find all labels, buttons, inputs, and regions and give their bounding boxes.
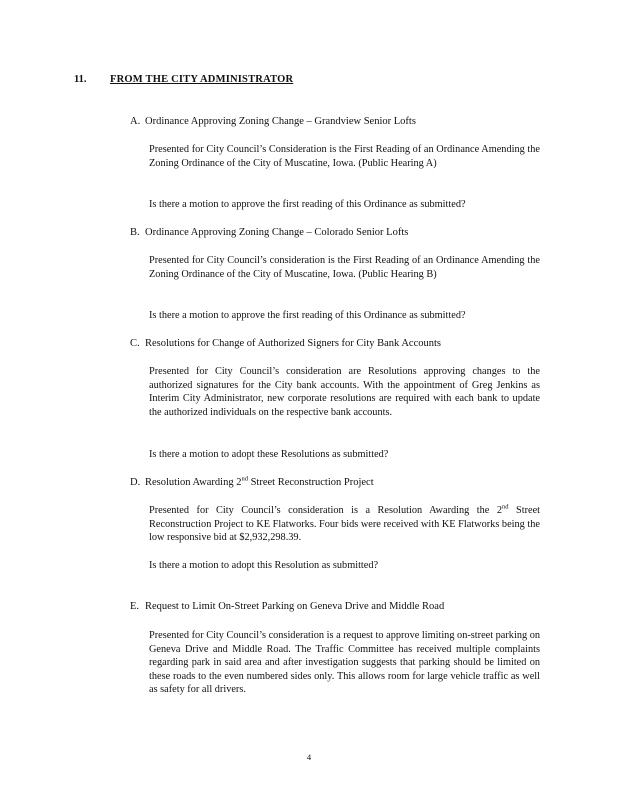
item-c-heading [130,338,550,349]
item-e-title: Request to Limit On-Street Parking on Geneva Drive and Middle Road [145,601,445,612]
item-b-title: Ordinance Approving Zoning Change – Colorado Senior Lofts [145,227,409,238]
item-d-letter: D. [130,477,141,488]
item-d-heading [130,477,550,488]
item-b-heading [130,227,550,238]
item-c-description: Presented for City Council’s consideration are Resolutions approving changes to the authorized signatures for the City bank accounts. With the appointment of Greg Jenkins as Interim City Administrator, new corporate resolutions are required with each bank to update the authorized individuals on the respective bank accounts. [149,366,540,418]
item-e-description: Presented for City Council’s consideration is a request to approve limiting on-street parking on Geneva Drive and Middle Road. The Traffic Committee has received multiple complaints regarding park in said area and after investigation suggests that parking should be limited on these roads to the even numbered sides only. This allows room for large vehicle traffic as well as safety for all drivers. [149,630,540,696]
section-title: FROM THE CITY ADMINISTRATOR [110,74,294,85]
item-d-question: Is there a motion to adopt this Resolution as submitted? [149,560,379,571]
page-number: 4 [306,752,312,762]
item-a-letter: A. [130,116,141,127]
item-d-description-sup: nd [502,503,509,511]
item-e-letter: E. [130,601,140,612]
item-c-letter: C. [130,338,140,349]
item-a-title: Ordinance Approving Zoning Change – Grandview Senior Lofts [145,116,416,127]
item-c-question: Is there a motion to adopt these Resolutions as submitted? [149,449,389,460]
item-a-description: Presented for City Council’s Consideration is the First Reading of an Ordinance Amending the Zoning Ordinance of the City of Muscatine, Iowa. (Public Hearing A) [149,144,540,169]
item-d-title-sup: nd [241,475,248,483]
item-b-description: Presented for City Council’s consideration is the First Reading of an Ordinance Amending the Zoning Ordinance of the City of Muscatine, Iowa. (Public Hearing B) [149,255,540,280]
section-number: 11. [74,74,87,85]
item-d-title-pre: Resolution Awarding 2 [145,477,242,488]
item-b-letter: B. [130,227,140,238]
item-e-heading [130,601,550,612]
item-d-description-pre: Presented for City Council’s consideration is a Resolution Awarding the 2 [149,505,502,516]
item-d-title-post: Street Reconstruction Project [247,477,374,488]
item-d-description-post: Street Reconstruction Project to KE Flatworks. Four bids were received with KE Flatworks being the low responsive bid at $2,932,298.39. [149,505,540,544]
item-c-title: Resolutions for Change of Authorized Signers for City Bank Accounts [145,338,442,349]
item-a-question: Is there a motion to approve the first reading of this Ordinance as submitted? [149,199,466,210]
item-a-heading [130,116,550,127]
item-d-description [149,504,540,545]
item-b-question: Is there a motion to approve the first reading of this Ordinance as submitted? [149,310,466,321]
